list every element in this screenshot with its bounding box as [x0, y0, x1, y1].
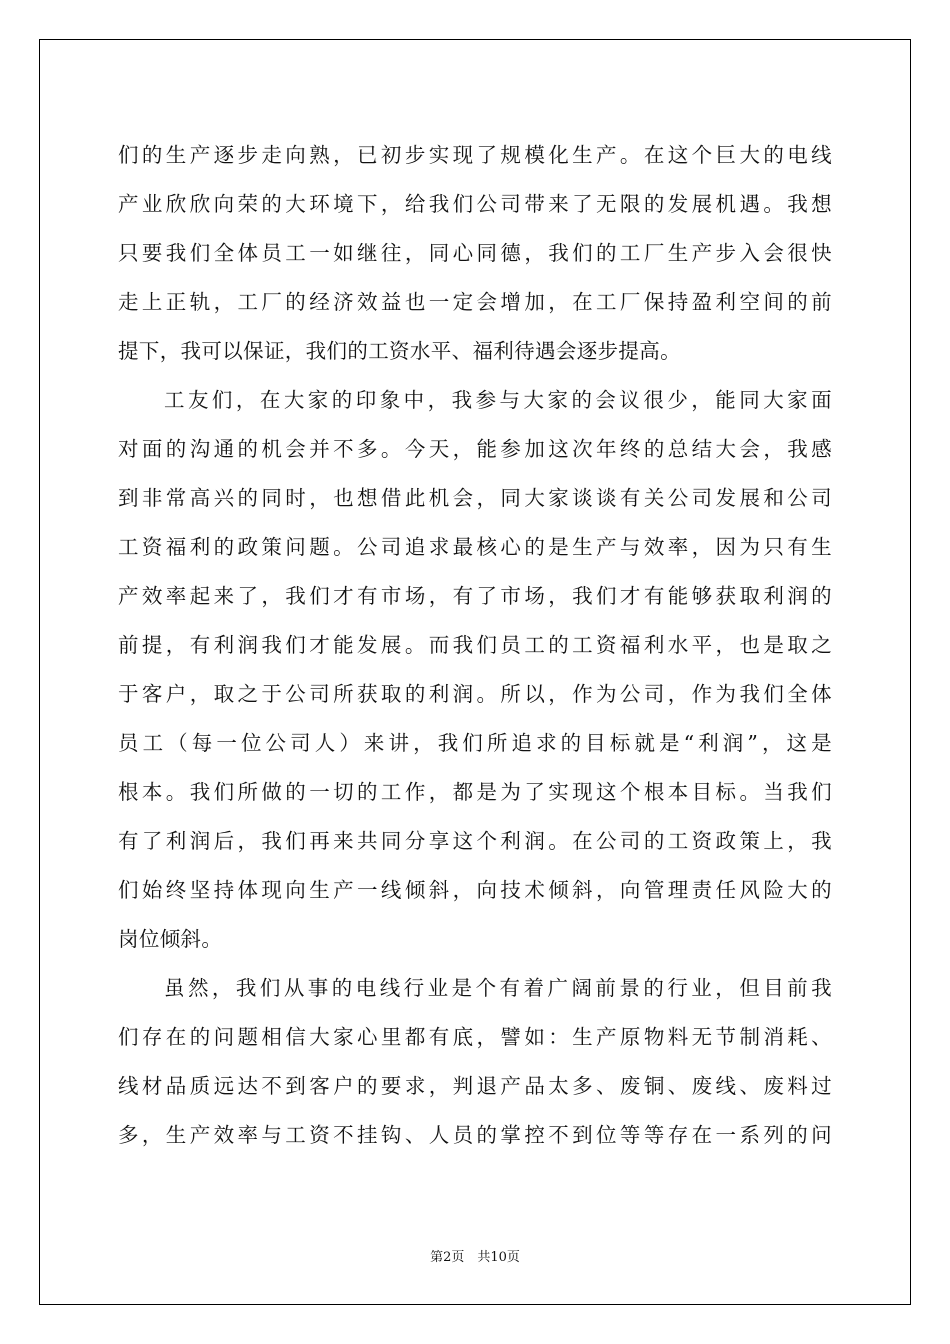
text-line: 岗位倾斜。 — [118, 927, 223, 951]
page-number: 第2页 共10页 — [430, 1250, 520, 1265]
text-line: 工资福利的政策问题。公司追求最核心的是生产与效率，因为只有生 — [118, 535, 832, 559]
text-line: 走上正轨，工厂的经济效益也一定会增加，在工厂保持盈利空间的前 — [118, 290, 832, 314]
text-line: 工友们，在大家的印象中，我参与大家的会议很少，能同大家面 — [164, 388, 832, 412]
text-line: 们的生产逐步走向熟，已初步实现了规模化生产。在这个巨大的电线 — [118, 143, 832, 167]
text-line: 到非常高兴的同时，也想借此机会，同大家谈谈有关公司发展和公司 — [118, 486, 832, 510]
text-line: 对面的沟通的机会并不多。今天，能参加这次年终的总结大会，我感 — [118, 437, 832, 461]
text-line: 们始终坚持体现向生产一线倾斜，向技术倾斜，向管理责任风险大的 — [118, 878, 832, 902]
text-line: 前提，有利润我们才能发展。而我们员工的工资福利水平，也是取之 — [118, 633, 832, 657]
text-line: 只要我们全体员工一如继往，同心同德，我们的工厂生产步入会很快 — [118, 241, 832, 265]
document-body — [118, 131, 832, 1160]
text-line: 产业欣欣向荣的大环境下，给我们公司带来了无限的发展机遇。我想 — [118, 192, 832, 216]
text-line: 产效率起来了，我们才有市场，有了市场，我们才有能够获取利润的 — [118, 584, 832, 608]
text-line: 员工（每一位公司人）来讲，我们所追求的目标就是“利润”，这是 — [118, 731, 832, 755]
text-line: 多，生产效率与工资不挂钩、人员的掌控不到位等等存在一系列的问 — [118, 1123, 832, 1147]
text-line: 线材品质远达不到客户的要求，判退产品太多、废铜、废线、废料过 — [118, 1074, 832, 1098]
text-line: 提下，我可以保证，我们的工资水平、福利待遇会逐步提高。 — [118, 339, 681, 363]
text-line: 们存在的问题相信大家心里都有底，譬如：生产原物料无节制消耗、 — [118, 1025, 832, 1049]
text-line: 于客户，取之于公司所获取的利润。所以，作为公司，作为我们全体 — [118, 682, 832, 706]
text-line: 有了利润后，我们再来共同分享这个利润。在公司的工资政策上，我 — [118, 829, 832, 853]
text-line: 根本。我们所做的一切的工作，都是为了实现这个根本目标。当我们 — [118, 780, 832, 804]
text-line: 虽然，我们从事的电线行业是个有着广阔前景的行业，但目前我 — [164, 976, 832, 1000]
